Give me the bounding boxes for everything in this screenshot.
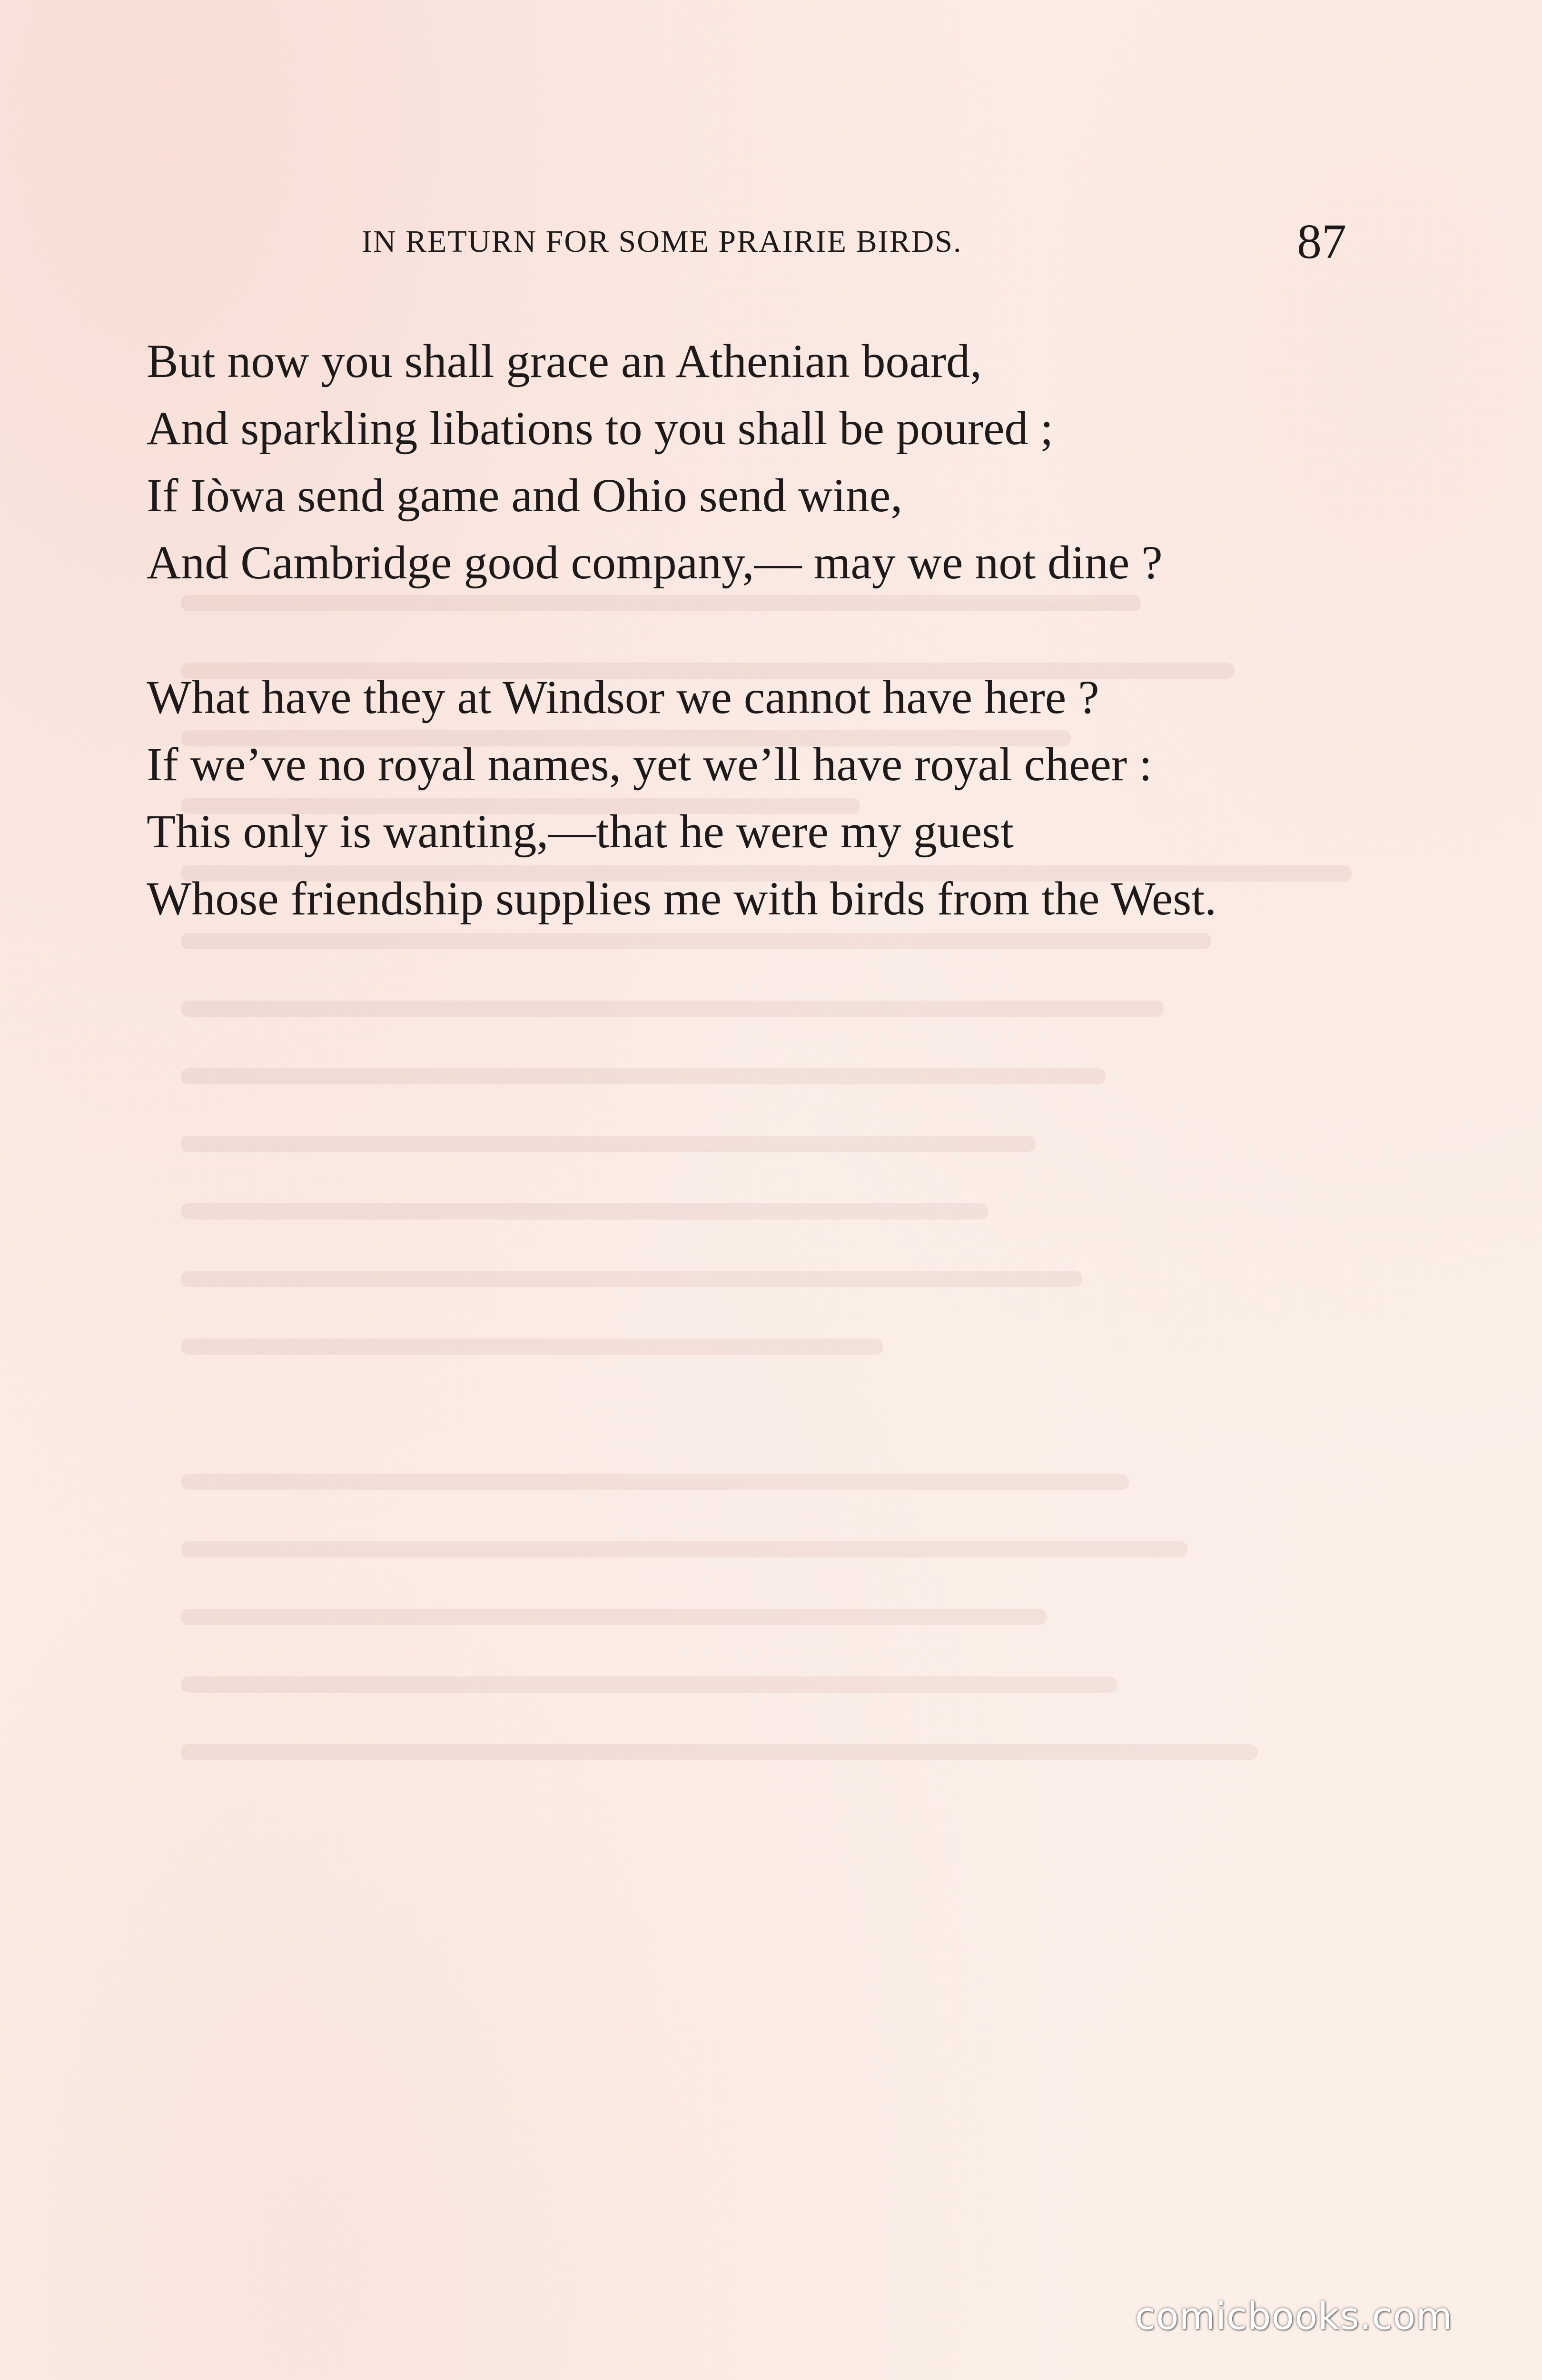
poem-line: Whose friendship supplies me with birds from the West. bbox=[147, 872, 1217, 925]
poem-line: And sparkling libations to you shall be poured ; bbox=[147, 402, 1054, 455]
poem-line: And Cambridge good company,— may we not dine ? bbox=[147, 536, 1163, 589]
watermark: comicbooks.com bbox=[1135, 2295, 1453, 2338]
poem-line: What have they at Windsor we cannot have here ? bbox=[147, 671, 1099, 724]
poem-line: If Iòwa send game and Ohio send wine, bbox=[147, 469, 903, 522]
stanza bbox=[147, 664, 1216, 932]
page-number: 87 bbox=[1297, 214, 1346, 269]
running-head: IN RETURN FOR SOME PRAIRIE BIRDS. bbox=[362, 224, 962, 259]
stanza bbox=[147, 327, 1163, 596]
poem-line: If we’ve no royal names, yet we’ll have royal cheer : bbox=[147, 738, 1152, 791]
poem-line: This only is wanting,—that he were my guest bbox=[147, 805, 1014, 858]
poem-line: But now you shall grace an Athenian board, bbox=[147, 335, 982, 387]
